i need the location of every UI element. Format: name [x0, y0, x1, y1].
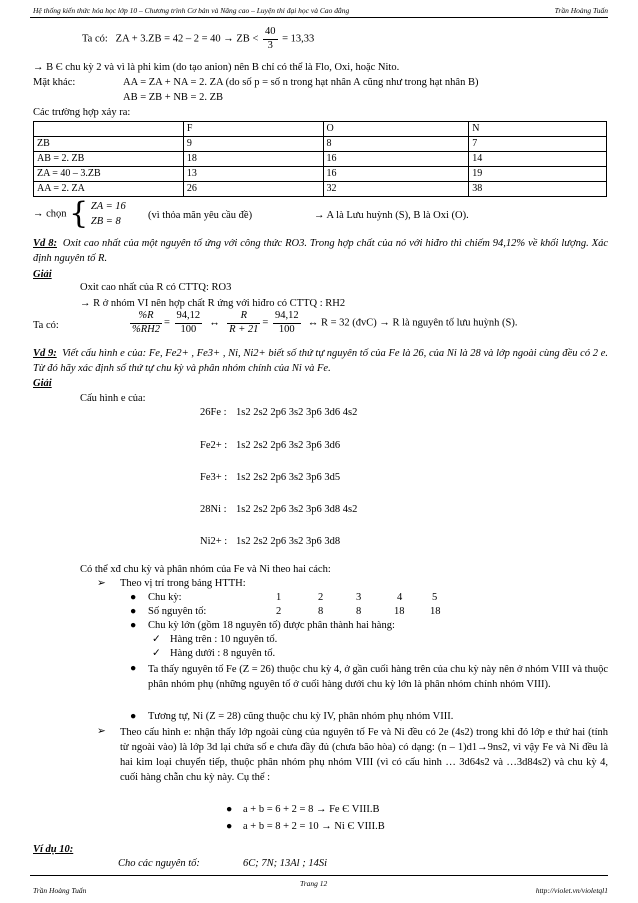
table-row — [34, 182, 607, 197]
config-sym: Ni2+ : — [200, 536, 228, 547]
check-icon: ✓ — [152, 634, 161, 645]
count-value: 18 — [394, 606, 405, 617]
table-cell: 8 — [323, 137, 469, 152]
table-cell: 26 — [183, 182, 323, 197]
big-period: Chu kỳ lớn (gồm 18 nguyên tố) được phân thành hai hàng: — [148, 620, 395, 631]
table-row — [34, 167, 607, 182]
table-row — [34, 152, 607, 167]
mat-khac-2: AB = ZB + NB = 2. ZB — [123, 92, 224, 103]
vd10-label: Ví dụ 10: — [33, 844, 74, 855]
vd8-line2: → R ở nhóm VI nên hợp chất R ứng với hiđro có CTTQ : RH2 — [80, 298, 346, 309]
count-value: 8 — [356, 606, 362, 617]
table-cell: 13 — [183, 167, 323, 182]
header-left: Hệ thống kiến thức hóa học lớp 10 – Chương trình Cơ bản và Nâng cao – Luyện thi đại học và Cao đẳng — [33, 6, 350, 15]
bullet-icon: ● — [130, 663, 137, 674]
vd10-elements: 6C; 7N; 13Al ; 14Si — [243, 858, 327, 869]
choose-system: ZA = 16 ZB = 8 — [90, 201, 126, 227]
taco-equation: ZA + 3.ZB = 42 – 2 = 40 → ZB < — [115, 33, 259, 45]
config-title: Cấu hình e của: — [80, 393, 146, 404]
header-right: Trần Hoàng Tuấn — [554, 6, 608, 15]
period-value: 4 — [397, 592, 403, 603]
footer-rule — [30, 875, 608, 876]
row-top: Hàng trên : 10 nguyên tố. — [170, 634, 278, 645]
bullet-icon: ● — [130, 711, 137, 722]
config-value: 1s2 2s2 2p6 3s2 3p6 3d5 — [236, 472, 341, 483]
table-row — [34, 137, 607, 152]
table-cell — [34, 122, 184, 137]
table-cell: 16 — [323, 167, 469, 182]
vd10-text: Cho các nguyên tố: — [118, 858, 200, 869]
footer-left: Trần Hoàng Tuấn — [33, 886, 87, 895]
taco-prefix: Ta có: — [82, 33, 108, 45]
config-sym: 28Ni : — [200, 504, 227, 515]
bullet-icon: ● — [226, 804, 233, 815]
ni-text: Tương tự, Ni (Z = 28) cũng thuộc chu kỳ IV, phân nhóm phụ nhóm VIII. — [148, 711, 454, 722]
fraction: $\frac{94,12}{100}$ — [176, 310, 201, 335]
vd8-line1: Oxit cao nhất của R có CTTQ: RO3 — [80, 282, 232, 293]
period-value: 3 — [356, 592, 362, 603]
config-value: 1s2 2s2 2p6 3s2 3p6 3d8 — [236, 536, 341, 547]
table-header-row — [34, 122, 607, 137]
row-bottom: Hàng dưới : 8 nguyên tố. — [170, 648, 276, 659]
table-cell: F — [183, 122, 323, 137]
fraction: $\frac{R}{R + 21}$ — [229, 310, 259, 335]
table-cell: N — [469, 122, 607, 137]
taco-line — [82, 26, 314, 52]
config-value: 1s2 2s2 2p6 3s2 3p6 3d6 4s2 — [236, 407, 358, 418]
fraction: $\frac{94,12}{100}$ — [274, 310, 299, 335]
sum1: a + b = 6 + 2 = 8 → Fe Є VIII.B — [243, 804, 380, 815]
table-cell: 38 — [469, 182, 607, 197]
arrow-bullet-icon: ➢ — [97, 726, 106, 737]
mat-khac-label: Mặt khác: — [33, 77, 76, 88]
vd9-giai: Giải — [33, 378, 52, 389]
choose-reason: (vì thỏa mãn yêu cầu đề) — [148, 210, 253, 221]
vd8-taco: Ta có: — [33, 320, 59, 331]
vd9-label: Vd 9: — [33, 348, 57, 359]
bullet-icon: ● — [130, 606, 137, 617]
config-value: 1s2 2s2 2p6 3s2 3p6 3d8 4s2 — [236, 504, 358, 515]
choose-prefix: → chọn — [33, 208, 67, 220]
check-icon: ✓ — [152, 648, 161, 659]
config-sym: 26Fe : — [200, 407, 227, 418]
arrow-bullet-icon: ➢ — [97, 578, 106, 589]
page-number: Trang 12 — [300, 879, 328, 888]
bullet-icon: ● — [130, 592, 137, 603]
vd8-equation: $\frac{\%R}{\%RH2}$ = $\frac{94,12}{100}$ ↔ $\frac{R}{R + 21}$ = $\frac{94,12}{100}$ ↔ R = 32 (đvC) → R là nguyên tố lưu huỳnh (S). — [132, 310, 518, 335]
cases-title: Các trường hợp xảy ra: — [33, 107, 131, 118]
table-cell: AB = 2. ZB — [34, 152, 184, 167]
vd8-result: ↔ R = 32 (đvC) → R là nguyên tố lưu huỳnh (S). — [307, 317, 518, 329]
table-cell: 7 — [469, 137, 607, 152]
period-value: 5 — [432, 592, 438, 603]
mat-khac-1: AA = ZA + NA = 2. ZA (do số p = số n trong hạt nhân A cũng như trong hạt nhân B) — [123, 77, 479, 88]
table-cell: 9 — [183, 137, 323, 152]
period-value: 2 — [318, 592, 324, 603]
table-cell: 19 — [469, 167, 607, 182]
count-value: 18 — [430, 606, 441, 617]
cases-table — [33, 121, 607, 197]
bullet-icon: ● — [226, 821, 233, 832]
table-cell: 18 — [183, 152, 323, 167]
fe-text: Ta thấy nguyên tố Fe (Z = 26) thuộc chu kỳ 4, ở gần cuối hàng trên của chu kỳ này nên ở nhóm VIII và thuộc phân nhóm phụ (những nguyên tố ở cuối hàng dưới chu kỳ lớn là phân nhóm chính nhóm VIII). — [148, 664, 608, 690]
table-cell: AA = 2. ZA — [34, 182, 184, 197]
fraction: $\frac{\%R}{\%RH2}$ — [132, 310, 160, 335]
config-sym: Fe3+ : — [200, 472, 228, 483]
config-sym: Fe2+ : — [200, 440, 228, 451]
vd9-intro: Có thể xđ chu kỳ và phân nhóm của Fe và Ni theo hai cách: — [80, 564, 331, 575]
choose-line — [33, 196, 126, 231]
bullet-icon: ● — [130, 620, 137, 631]
count-value: 8 — [318, 606, 324, 617]
table-cell: 14 — [469, 152, 607, 167]
table-cell: 32 — [323, 182, 469, 197]
vd8-question: Vd 8: Oxit cao nhất của một nguyên tố ứng với công thức RO3. Trong hợp chất của nó với hiđro thì chiếm 94,12% về khối lượng. Xác định nguyên tố R. — [33, 238, 609, 264]
taco-result: = 13,33 — [282, 33, 315, 45]
vd9-question: Vd 9: Viết cấu hình e của: Fe, Fe2+ , Fe3+ , Ni, Ni2+ biết số thứ tự nguyên tố của Fe là 26, của Ni là 28 và lớp ngoài cùng đều có 2 e. Từ đó hãy xác định số thứ tự chu kỳ và phân nhóm chính của Ni và Fe. — [33, 348, 609, 374]
line-b: → B Є chu kỳ 2 và vì là phi kim (do tạo anion) nên B chỉ có thể là Flo, Oxi, hoặc Nito. — [33, 62, 400, 73]
period-label: Chu kỳ: — [148, 592, 182, 603]
brace-icon: { — [69, 196, 89, 231]
vd8-giai: Giải — [33, 269, 52, 280]
count-label: Số nguyên tố: — [148, 606, 207, 617]
vd8-label: Vd 8: — [33, 238, 57, 249]
way2: Theo cấu hình e: nhận thấy lớp ngoài cùng của nguyên tố Fe và Ni đều có 2e (4s2) trong khi đó lớp e thứ hai (tính từ ngoài vào) là lớp 3d lại chứa số e chưa đầy đủ (chưa bão hòa) có dạng: (n – 1)d1→9ns2, vì vậy Fe và Ni đều là hai kim loại chuyển tiếp, thuộc phân nhóm phụ nhóm VIII (vì có cấu hình … 3d64s2 và …3d84s2) và chu kỳ 4, cuối hàng chẵn chu kỳ này. Cụ thể : — [120, 727, 608, 783]
footer-right: http://violet.vn/violetql1 — [535, 886, 608, 895]
count-value: 2 — [276, 606, 282, 617]
period-value: 1 — [276, 592, 282, 603]
sum2: a + b = 8 + 2 = 10 → Ni Є VIII.B — [243, 821, 385, 832]
table-cell: ZB — [34, 137, 184, 152]
header-rule — [30, 17, 608, 18]
table-cell: O — [323, 122, 469, 137]
taco-fraction: $\frac{40}{3}$ — [265, 26, 276, 51]
way1: Theo vị trí trong bảng HTTH: — [120, 578, 246, 589]
table-cell: ZA = 40 – 3.ZB — [34, 167, 184, 182]
config-value: 1s2 2s2 2p6 3s2 3p6 3d6 — [236, 440, 341, 451]
choose-conclusion: → A là Lưu huỳnh (S), B là Oxi (O). — [314, 210, 469, 221]
table-cell: 16 — [323, 152, 469, 167]
